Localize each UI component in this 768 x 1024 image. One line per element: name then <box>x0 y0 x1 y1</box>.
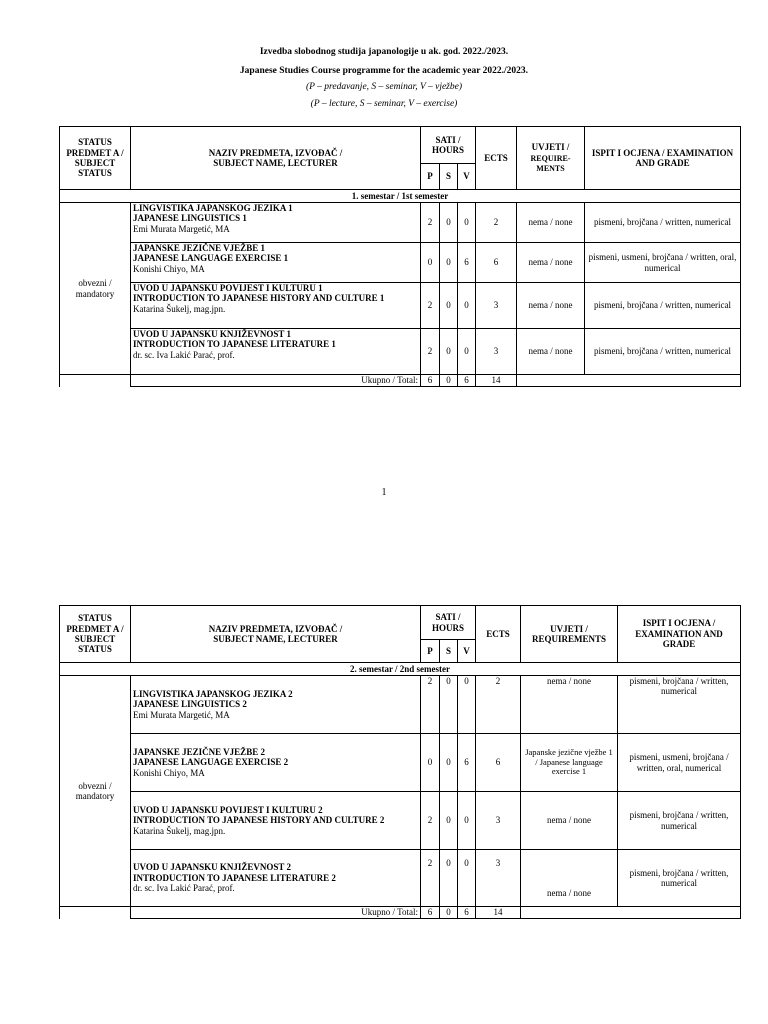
table-row <box>60 792 741 850</box>
hours-p: 2 <box>421 850 440 907</box>
requirements-value: nema / none <box>521 676 618 734</box>
hours-s: 0 <box>440 734 458 792</box>
total-ects: 14 <box>476 907 521 919</box>
ects-value: 2 <box>476 203 517 243</box>
header-ects: ECTS <box>476 127 517 190</box>
subject-cell: UVOD U JAPANSKU POVIJEST I KULTURU 2 INTRODUCTION TO JAPANESE HISTORY AND CULTURE 2 Katarina Šukelj, mag.jpn. <box>131 792 421 850</box>
ects-value: 3 <box>476 792 521 850</box>
hours-p: 2 <box>421 203 440 243</box>
total-label: Ukupno / Total: <box>131 375 421 387</box>
ects-value: 3 <box>476 850 521 907</box>
exam-value: pismeni, brojčana / written, numerical <box>585 283 741 329</box>
header-requirements: UVJETI / REQUIRE- MENTS <box>517 127 585 190</box>
header-exam: ISPIT I OCJENA / EXAMINATION AND GRADE <box>585 127 741 190</box>
hours-s: 0 <box>440 676 458 734</box>
requirements-value: nema / none <box>517 243 585 283</box>
hours-v: 0 <box>458 203 476 243</box>
course-table-semester-2 <box>59 605 741 919</box>
requirements-value: nema / none <box>517 283 585 329</box>
status-cell: obvezni / mandatory <box>60 676 131 907</box>
header-status: STATUS PREDMET A / SUBJECT STATUS <box>60 127 131 190</box>
header-hours: SATI / HOURS <box>421 127 476 164</box>
subject-cell: JAPANSKE JEZIČNE VJEŽBE 1 JAPANESE LANGUAGE EXERCISE 1 Konishi Chiyo, MA <box>131 243 421 283</box>
subject-cell: LINGVISTIKA JAPANSKOG JEZIKA 1 JAPANESE LINGUISTICS 1 Emi Murata Margetić, MA <box>131 203 421 243</box>
total-p: 6 <box>421 907 440 919</box>
header-legend-hr: (P – predavanje, S – seminar, V – vježbe) <box>305 82 463 92</box>
total-row <box>60 907 741 919</box>
hours-s: 0 <box>440 792 458 850</box>
subject-cell: LINGVISTIKA JAPANSKOG JEZIKA 2 JAPANESE LINGUISTICS 2 Emi Murata Margetić, MA <box>131 676 421 734</box>
header-requirements: UVJETI / REQUIREMENTS <box>521 606 618 663</box>
requirements-value: nema / none <box>521 792 618 850</box>
total-v: 6 <box>458 375 476 387</box>
header-status: STATUS PREDMET A / SUBJECT STATUS <box>60 606 131 663</box>
table-row <box>60 283 741 329</box>
table-row <box>60 243 741 283</box>
hours-p: 0 <box>421 243 440 283</box>
subject-cell: UVOD U JAPANSKU KNJIŽEVNOST 1 INTRODUCTION TO JAPANESE LITERATURE 1 dr. sc. Iva Lakić Parać, prof. <box>131 329 421 375</box>
hours-v: 0 <box>458 850 476 907</box>
subject-cell: JAPANSKE JEZIČNE VJEŽBE 2 JAPANESE LANGUAGE EXERCISE 2 Konishi Chiyo, MA <box>131 734 421 792</box>
hours-v: 0 <box>458 792 476 850</box>
ects-value: 3 <box>476 329 517 375</box>
hours-p: 2 <box>421 329 440 375</box>
requirements-value: nema / none <box>517 203 585 243</box>
header-subject: NAZIV PREDMETA, IZVOĐAČ / SUBJECT NAME, LECTURER <box>131 606 421 663</box>
hours-v: 0 <box>458 283 476 329</box>
page-number: 1 <box>381 487 387 498</box>
exam-value: pismeni, brojčana / written, numerical <box>618 676 741 734</box>
hours-p: 0 <box>421 734 440 792</box>
exam-value: pismeni, brojčana / written, numerical <box>618 850 741 907</box>
semester-label: 2. semestar / 2nd semester <box>60 663 741 676</box>
hours-p: 2 <box>421 792 440 850</box>
header-v: V <box>458 164 476 190</box>
subject-cell: UVOD U JAPANSKU KNJIŽEVNOST 2 INTRODUCTION TO JAPANESE LITERATURE 2 dr. sc. Iva Lakić Parać, prof. <box>131 850 421 907</box>
exam-value: pismeni, brojčana / written, numerical <box>585 329 741 375</box>
ects-value: 6 <box>476 734 521 792</box>
table-row <box>60 203 741 243</box>
total-ects: 14 <box>476 375 517 387</box>
exam-value: pismeni, brojčana / written, numerical <box>618 792 741 850</box>
total-row <box>60 375 741 387</box>
header-s: S <box>440 164 458 190</box>
hours-p: 2 <box>421 283 440 329</box>
hours-v: 6 <box>458 243 476 283</box>
hours-s: 0 <box>440 329 458 375</box>
hours-v: 0 <box>458 676 476 734</box>
header-ects: ECTS <box>476 606 521 663</box>
header-hours: SATI / HOURS <box>421 606 476 640</box>
ects-value: 3 <box>476 283 517 329</box>
hours-s: 0 <box>440 850 458 907</box>
header-exam: ISPIT I OCJENA / EXAMINATION AND GRADE <box>618 606 741 663</box>
exam-value: pismeni, brojčana / written, numerical <box>585 203 741 243</box>
hours-s: 0 <box>440 243 458 283</box>
hours-s: 0 <box>440 283 458 329</box>
table-row <box>60 734 741 792</box>
total-p: 6 <box>421 375 440 387</box>
status-cell: obvezni / mandatory <box>60 203 131 375</box>
course-table-semester-1 <box>59 126 741 387</box>
hours-v: 0 <box>458 329 476 375</box>
exam-value: pismeni, usmeni, brojčana / written, oral, numerical <box>585 243 741 283</box>
header-s: S <box>440 640 458 663</box>
requirements-value: nema / none <box>521 850 618 907</box>
hours-s: 0 <box>440 203 458 243</box>
total-label: Ukupno / Total: <box>131 907 421 919</box>
header-p: P <box>421 164 440 190</box>
table-row <box>60 676 741 734</box>
ects-value: 2 <box>476 676 521 734</box>
header-p: P <box>421 640 440 663</box>
total-s: 0 <box>440 907 458 919</box>
total-v: 6 <box>458 907 476 919</box>
requirements-value: Japanske jezične vježbe 1 / Japanese language exercise 1 <box>521 734 618 792</box>
semester-label: 1. semestar / 1st semester <box>60 190 741 203</box>
hours-p: 2 <box>421 676 440 734</box>
hours-v: 6 <box>458 734 476 792</box>
header-v: V <box>458 640 476 663</box>
ects-value: 6 <box>476 243 517 283</box>
requirements-value: nema / none <box>517 329 585 375</box>
header-legend-en: (P – lecture, S – seminar, V – exercise) <box>310 99 458 109</box>
table-row <box>60 329 741 375</box>
header-title-hr: Izvedba slobodnog studija japanologije u ak. god. 2022./2023. <box>259 47 509 57</box>
header-subject: NAZIV PREDMETA, IZVOĐAČ / SUBJECT NAME, LECTURER <box>131 127 421 190</box>
total-s: 0 <box>440 375 458 387</box>
subject-cell: UVOD U JAPANSKU POVIJEST I KULTURU 1 INTRODUCTION TO JAPANESE HISTORY AND CULTURE 1 Katarina Šukelj, mag.jpn. <box>131 283 421 329</box>
table-row <box>60 850 741 907</box>
header-title-en: Japanese Studies Course programme for the academic year 2022./2023. <box>239 66 529 76</box>
exam-value: pismeni, usmeni, brojčana / written, oral, numerical <box>618 734 741 792</box>
